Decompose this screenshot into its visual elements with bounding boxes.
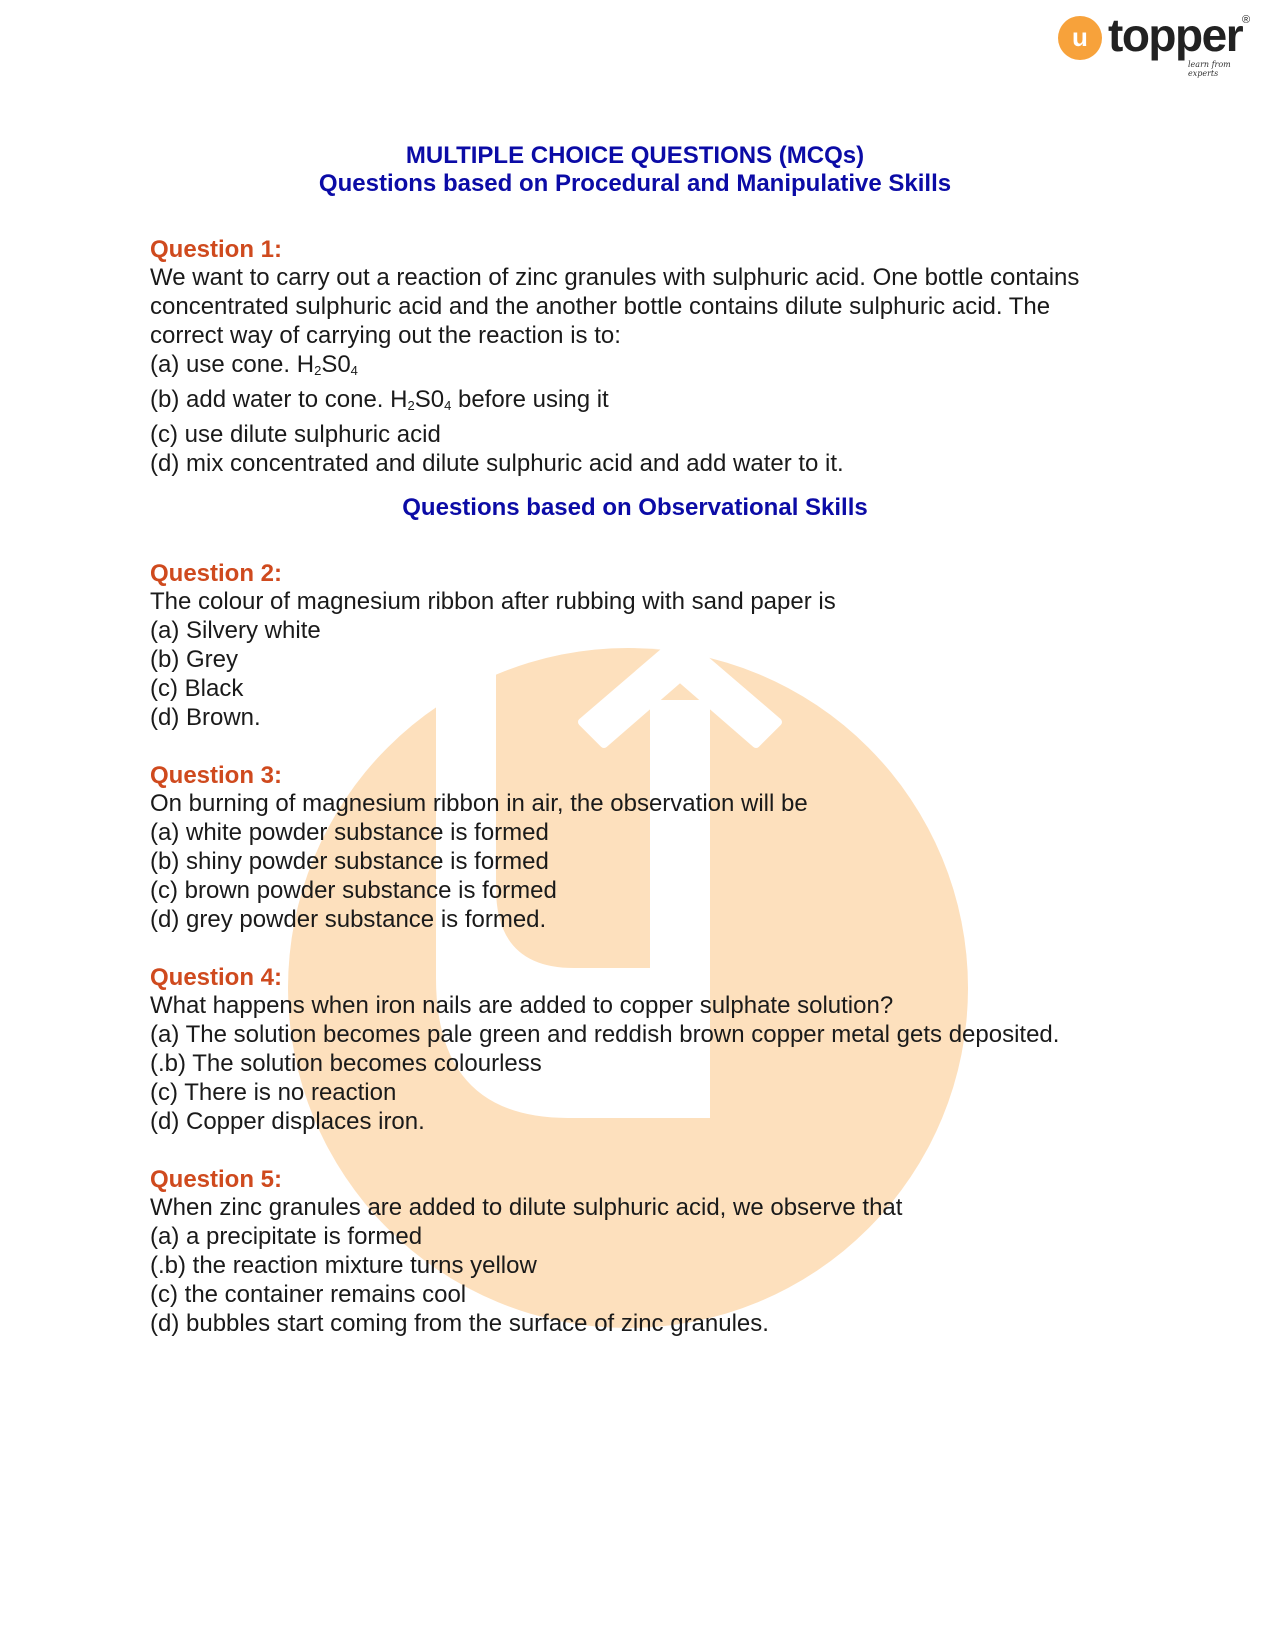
question-5-body — [150, 1193, 902, 1338]
page-title: MULTIPLE CHOICE QUESTIONS (MCQs) — [405, 142, 865, 169]
question-2-option-c: (c) Black — [150, 675, 244, 702]
question-1-option-a: (a) use cone. $H_2S0_4$ — [150, 351, 358, 378]
question-4-option-b: (.b) The solution becomes colourless — [150, 1050, 542, 1077]
question-1-option-d: (d) mix concentrated and dilute sulphuric acid and add water to it. — [150, 450, 844, 477]
question-3-body — [150, 789, 808, 934]
question-3-option-c: (c) brown powder substance is formed — [150, 877, 557, 904]
question-1-option-b: (b) add water to cone. $H_2S0_4$ before using it — [150, 386, 609, 413]
logo-wordmark: topper — [1108, 9, 1243, 61]
registered-mark: ® — [1242, 14, 1251, 26]
topper-logo — [1058, 9, 1258, 78]
question-5-option-a: (a) a precipitate is formed — [150, 1223, 423, 1250]
question-5-option-d: (d) bubbles start coming from the surface of zinc granules. — [150, 1310, 769, 1337]
question-3-line: On burning of magnesium ribbon in air, the observation will be — [150, 790, 808, 817]
section-title-observational: Questions based on Observational Skills — [402, 494, 868, 521]
question-4-line: What happens when iron nails are added to copper sulphate solution? — [150, 992, 894, 1019]
question-4-option-d: (d) Copper displaces iron. — [150, 1108, 425, 1135]
question-4-option-c: (c) There is no reaction — [150, 1079, 397, 1106]
question-4-label: Question 4: — [150, 964, 283, 991]
question-1-option-c: (c) use dilute sulphuric acid — [150, 421, 441, 448]
question-5-label: Question 5: — [150, 1166, 283, 1193]
question-5-line: When zinc granules are added to dilute sulphuric acid, we observe that — [150, 1194, 903, 1221]
question-3-option-d: (d) grey powder substance is formed. — [150, 906, 547, 933]
question-2-option-a: (a) Silvery white — [150, 617, 321, 644]
question-2-option-b: (b) Grey — [150, 646, 239, 673]
question-1-body — [150, 263, 1079, 478]
question-1-line: concentrated sulphuric acid and the another bottle contains dilute sulphuric acid. The — [150, 293, 1051, 320]
logo-tagline: learn from experts — [1188, 60, 1231, 78]
question-4-option-a: (a) The solution becomes pale green and reddish brown copper metal gets deposited. — [150, 1021, 1060, 1048]
question-1-line: We want to carry out a reaction of zinc granules with sulphuric acid. One bottle contains — [150, 264, 1080, 291]
question-4-body — [150, 991, 1059, 1136]
question-3-label: Question 3: — [150, 762, 283, 789]
question-1-label: Question 1: — [150, 236, 283, 263]
question-5-option-c: (c) the container remains cool — [150, 1281, 467, 1308]
question-3-option-a: (a) white powder substance is formed — [150, 819, 549, 846]
question-2-line: The colour of magnesium ribbon after rubbing with sand paper is — [150, 588, 836, 615]
section-title-procedural: Questions based on Procedural and Manipulative Skills — [318, 170, 952, 197]
question-2-label: Question 2: — [150, 560, 283, 587]
question-2-option-d: (d) Brown. — [150, 704, 261, 731]
question-3-option-b: (b) shiny powder substance is formed — [150, 848, 549, 875]
logo-mark-icon: u — [1058, 16, 1102, 60]
question-1-line: correct way of carrying out the reaction is to: — [150, 322, 621, 349]
question-5-option-b: (.b) the reaction mixture turns yellow — [150, 1252, 537, 1279]
question-2-body — [150, 587, 836, 732]
